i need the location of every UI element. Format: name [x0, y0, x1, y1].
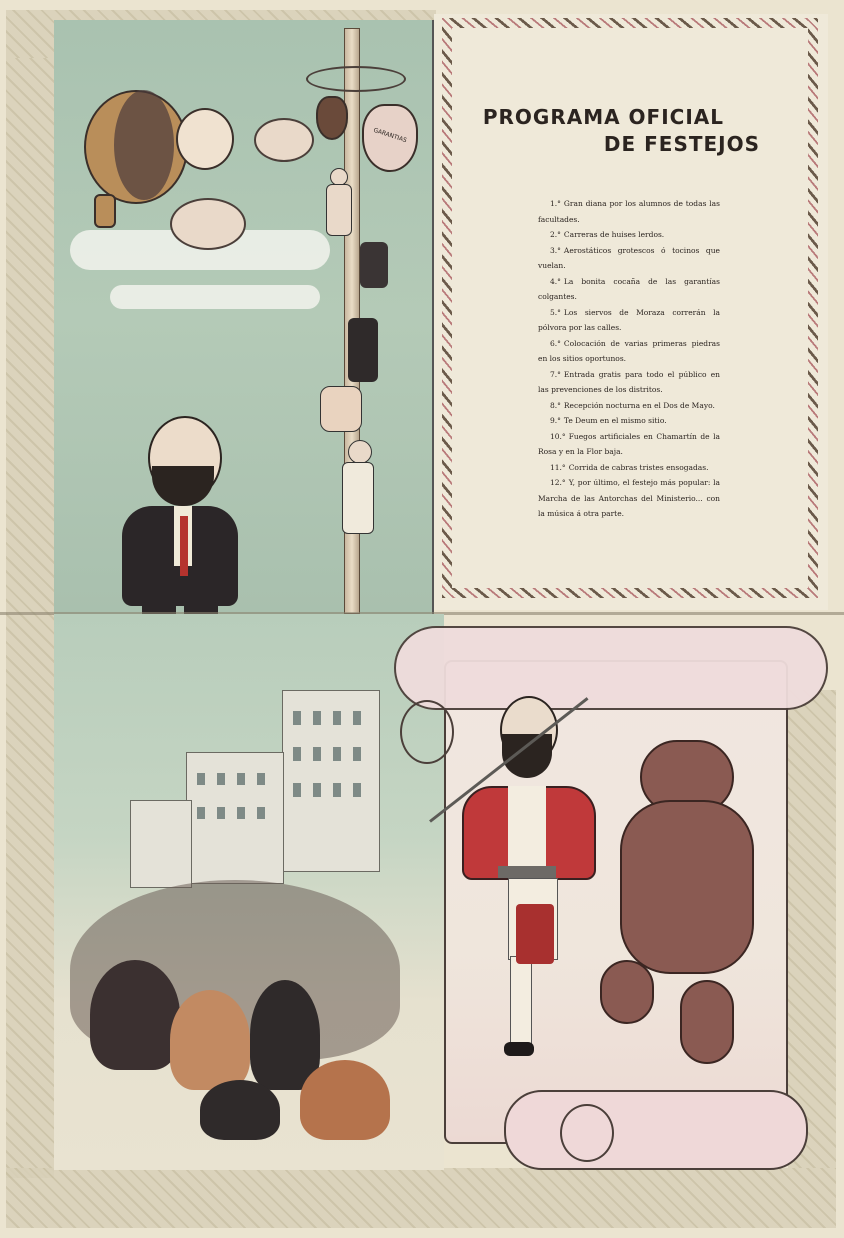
ornamental-border-left	[6, 58, 54, 1178]
rioter	[170, 990, 250, 1090]
fallen-figure	[300, 1060, 390, 1140]
flying-pig	[254, 118, 314, 162]
program-item: 4.° La bonita cocaña de las garantías colgantes.	[538, 276, 720, 301]
program-item: 5.° Los siervos de Moraza correrán la pólvora por las calles.	[538, 307, 720, 332]
pole-ring	[306, 66, 406, 92]
program-item: 7.° Entrada gratis para todo el público en las prevenciones de los distritos.	[538, 369, 720, 394]
program-item: 12.° Y, por último, el festejo más popular: la Marcha de las Antorchas del Ministerio... con la música á otra parte.	[538, 478, 720, 518]
program-item: 8.° Recepción nocturna en el Dos de Mayo.	[550, 400, 715, 410]
program-item: 6.° Colocación de varias primeras piedras en los sitios oportunos.	[538, 338, 720, 363]
scroll-roll-bottom	[504, 1090, 808, 1170]
program-list	[538, 196, 720, 522]
building	[282, 690, 380, 872]
building	[186, 752, 284, 884]
scroll-swirl	[560, 1104, 614, 1162]
title-line-2: DE FESTEJOS	[603, 132, 760, 156]
program-item: 9.° Te Deum en el mismo sitio.	[550, 416, 667, 425]
climber	[300, 378, 370, 438]
building	[130, 800, 192, 888]
bear-body	[620, 800, 754, 974]
bag-label: GARANTIAS	[372, 126, 408, 145]
fallen-figure	[200, 1080, 280, 1140]
program-title	[480, 104, 760, 158]
flying-pig	[170, 198, 246, 250]
rioter	[90, 960, 180, 1070]
ornamental-border-bottom	[6, 1168, 836, 1228]
caricature-dancing-man	[438, 690, 618, 1090]
climber	[330, 440, 384, 540]
cloud	[110, 285, 320, 309]
hanging-bag	[316, 96, 348, 140]
bear-leg	[680, 980, 734, 1064]
program-item: 3.° Aerostáticos grotescos ó tocinos que vuelan.	[538, 245, 720, 270]
hanging-bag-garantias	[362, 104, 418, 172]
program-item: 10.° Fuegos artificiales en Chamartín de la Rosa y en la Flor baja.	[538, 431, 720, 456]
program-item: 11.° Corrida de cabras tristes ensogadas.	[550, 462, 709, 472]
climber	[348, 236, 392, 312]
title-line-1: PROGRAMA OFICIAL	[482, 105, 724, 129]
bear-leg	[600, 960, 654, 1024]
program-item: 2.° Carreras de huises lerdos.	[550, 230, 665, 239]
program-item: 1.° Gran diana por los alumnos de todas las facultades.	[538, 199, 720, 224]
